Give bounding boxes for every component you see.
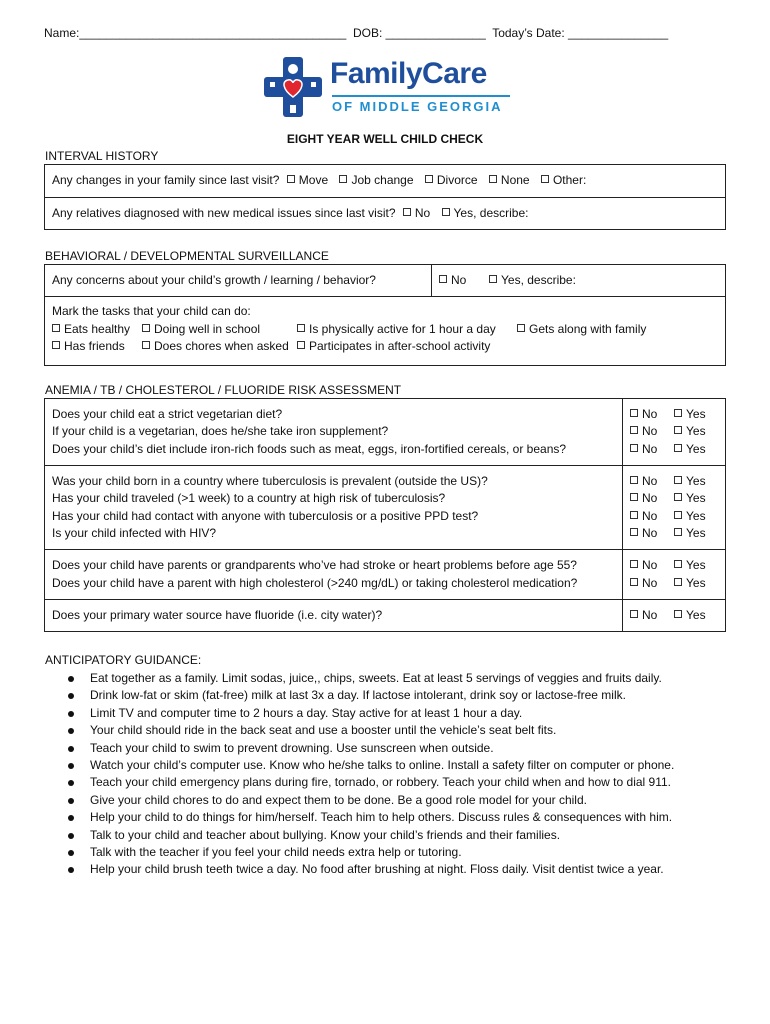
risk-group-cholesterol <box>45 550 623 600</box>
risk-question: Is your child infected with HIV? <box>52 526 217 540</box>
bullet-icon <box>68 746 74 752</box>
bullet-icon <box>68 867 74 873</box>
guidance-item: Talk with the teacher if you feel your child needs extra help or tutoring. <box>60 844 674 861</box>
checkbox-no[interactable]: No <box>630 441 674 459</box>
bullet-icon <box>68 850 74 856</box>
checkbox-no[interactable]: No <box>630 557 674 575</box>
guidance-item: Teach your child emergency plans during fire, tornado, or robbery. Teach your child when and how to dial 911. <box>60 774 674 791</box>
interval-relatives-row <box>45 198 726 230</box>
checkbox-physically-active[interactable]: Is physically active for 1 hour a day <box>297 321 517 339</box>
bullet-icon <box>68 798 74 804</box>
risk-assessment-heading: ANEMIA / TB / CHOLESTEROL / FLUORIDE RISK ASSESSMENT <box>45 383 402 397</box>
checkbox-no[interactable]: No <box>630 423 674 441</box>
checkbox-job-change[interactable]: Job change <box>339 173 413 187</box>
bullet-icon <box>68 711 74 717</box>
checkbox-yes[interactable]: Yes <box>674 509 706 523</box>
checkbox-yes[interactable]: Yes <box>674 576 706 590</box>
checkbox-concerns-yes[interactable]: Yes, describe: <box>482 265 726 297</box>
risk-answers-tuberculosis <box>623 466 726 550</box>
risk-question: If your child is a vegetarian, does he/she take iron supplement? <box>52 424 389 439</box>
checkbox-other[interactable]: Other: <box>541 173 586 187</box>
checkbox-after-school-activity[interactable]: Participates in after-school activity <box>297 338 490 356</box>
checkbox-eats-healthy[interactable]: Eats healthy <box>52 321 142 339</box>
risk-group-anemia <box>45 399 623 466</box>
checkbox-yes[interactable]: Yes <box>674 491 706 505</box>
behavioral-heading: BEHAVIORAL / DEVELOPMENTAL SURVEILLANCE <box>45 249 329 263</box>
behavioral-tasks-cell <box>45 297 726 366</box>
checkbox-no[interactable]: No <box>630 490 674 508</box>
risk-assessment-table <box>44 398 726 632</box>
checkbox-has-friends[interactable]: Has friends <box>52 338 142 356</box>
medical-cross-heart-icon <box>262 55 324 119</box>
risk-group-fluoride <box>45 600 623 632</box>
risk-question: Does your child eat a strict vegetarian diet? <box>52 406 283 421</box>
form-title: EIGHT YEAR WELL CHILD CHECK <box>286 132 484 146</box>
bullet-icon <box>68 833 74 839</box>
checkbox-no[interactable]: No <box>630 473 674 491</box>
risk-question: Does your primary water source have fluoride (i.e. city water)? <box>52 607 383 622</box>
guidance-heading: ANTICIPATORY GUIDANCE: <box>45 653 202 667</box>
checkbox-gets-along-family[interactable]: Gets along with family <box>517 321 646 339</box>
guidance-item: Help your child to do things for him/herself. Teach him to help others. Discuss rules & consequences with him. <box>60 809 674 826</box>
guidance-item: Help your child brush teeth twice a day. No food after brushing at night. Floss daily. Visit dentist twice a year. <box>60 861 674 878</box>
checkbox-relatives-no[interactable]: No <box>403 206 430 220</box>
risk-question: Has your child had contact with anyone with tuberculosis or a positive PPD test? <box>52 508 479 523</box>
risk-question: Does your child’s diet include iron-rich foods such as meat, eggs, iron-fortified cereals, or beans? <box>52 441 567 456</box>
logo-subtitle: OF MIDDLE GEORGIA <box>332 99 503 114</box>
guidance-item: Talk to your child and teacher about bullying. Know your child’s friends and their families. <box>60 827 674 844</box>
bullet-icon <box>68 780 74 786</box>
familycare-logo <box>262 55 517 119</box>
checkbox-yes[interactable]: Yes <box>674 474 706 488</box>
risk-group-tuberculosis <box>45 466 623 550</box>
checkbox-yes[interactable]: Yes <box>674 558 706 572</box>
checkbox-move[interactable]: Move <box>287 173 328 187</box>
behavioral-concerns-question: Any concerns about your child’s growth / learning / behavior? <box>45 265 432 297</box>
guidance-item: Teach your child to swim to prevent drowning. Use sunscreen when outside. <box>60 740 674 757</box>
logo-divider <box>332 95 510 97</box>
checkbox-no[interactable]: No <box>630 525 674 543</box>
logo-wordmark: FamilyCare <box>330 57 487 90</box>
interval-relatives-question: Any relatives diagnosed with new medical issues since last visit? <box>52 205 396 220</box>
risk-answers-cholesterol <box>623 550 726 600</box>
checkbox-no[interactable]: No <box>630 575 674 593</box>
interval-history-heading: INTERVAL HISTORY <box>45 149 159 163</box>
bullet-icon <box>68 676 74 682</box>
risk-answers-fluoride <box>623 600 726 632</box>
checkbox-yes[interactable]: Yes <box>674 407 706 421</box>
checkbox-no[interactable]: No <box>630 508 674 526</box>
guidance-item: Eat together as a family. Limit sodas, juice,, chips, sweets. Eat at least 5 servings of veggies and fruits daily. <box>60 670 674 687</box>
behavioral-table <box>44 264 726 366</box>
interval-changes-row <box>45 165 726 198</box>
guidance-list <box>60 670 674 879</box>
risk-question: Was your child born in a country where tuberculosis is prevalent (outside the US)? <box>52 473 488 488</box>
bullet-icon <box>68 815 74 821</box>
checkbox-yes[interactable]: Yes <box>674 608 706 622</box>
bullet-icon <box>68 728 74 734</box>
patient-info-line[interactable]: Name:________________________________________ DOB: _______________ Today’s Date: _______________ <box>44 26 669 40</box>
checkbox-yes[interactable]: Yes <box>674 424 706 438</box>
risk-answers-anemia <box>623 399 726 466</box>
checkbox-does-chores[interactable]: Does chores when asked <box>142 338 297 356</box>
checkbox-relatives-yes[interactable]: Yes, describe: <box>442 206 529 220</box>
risk-question: Does your child have parents or grandparents who’ve had stroke or heart problems before age 55? <box>52 558 577 572</box>
bullet-icon <box>68 693 74 699</box>
checkbox-divorce[interactable]: Divorce <box>425 173 478 187</box>
guidance-item: Limit TV and computer time to 2 hours a day. Stay active for at least 1 hour a day. <box>60 705 674 722</box>
checkbox-yes[interactable]: Yes <box>674 442 706 456</box>
guidance-item: Watch your child’s computer use. Know who he/she talks to online. Install a safety filter on computer or phone. <box>60 757 674 774</box>
risk-question: Does your child have a parent with high cholesterol (>240 mg/dL) or taking cholesterol medication? <box>52 575 578 590</box>
bullet-icon <box>68 763 74 769</box>
checkbox-doing-well-school[interactable]: Doing well in school <box>142 321 297 339</box>
guidance-item: Your child should ride in the back seat and use a booster until the vehicle’s seat belt fits. <box>60 722 674 739</box>
checkbox-concerns-no[interactable]: No <box>432 265 483 297</box>
guidance-item: Give your child chores to do and expect them to be done. Be a good role model for your child. <box>60 792 674 809</box>
tasks-label: Mark the tasks that your child can do: <box>52 304 251 318</box>
interval-changes-question: Any changes in your family since last visit? <box>52 173 280 188</box>
guidance-item: Drink low-fat or skim (fat-free) milk at last 3x a day. If lactose intolerant, drink soy or lactose-free milk. <box>60 687 674 704</box>
checkbox-none[interactable]: None <box>489 173 530 187</box>
checkbox-yes[interactable]: Yes <box>674 526 706 540</box>
checkbox-no[interactable]: No <box>630 607 674 625</box>
risk-question: Has your child traveled (>1 week) to a country at high risk of tuberculosis? <box>52 491 446 505</box>
checkbox-no[interactable]: No <box>630 406 674 424</box>
interval-history-table <box>44 164 726 230</box>
